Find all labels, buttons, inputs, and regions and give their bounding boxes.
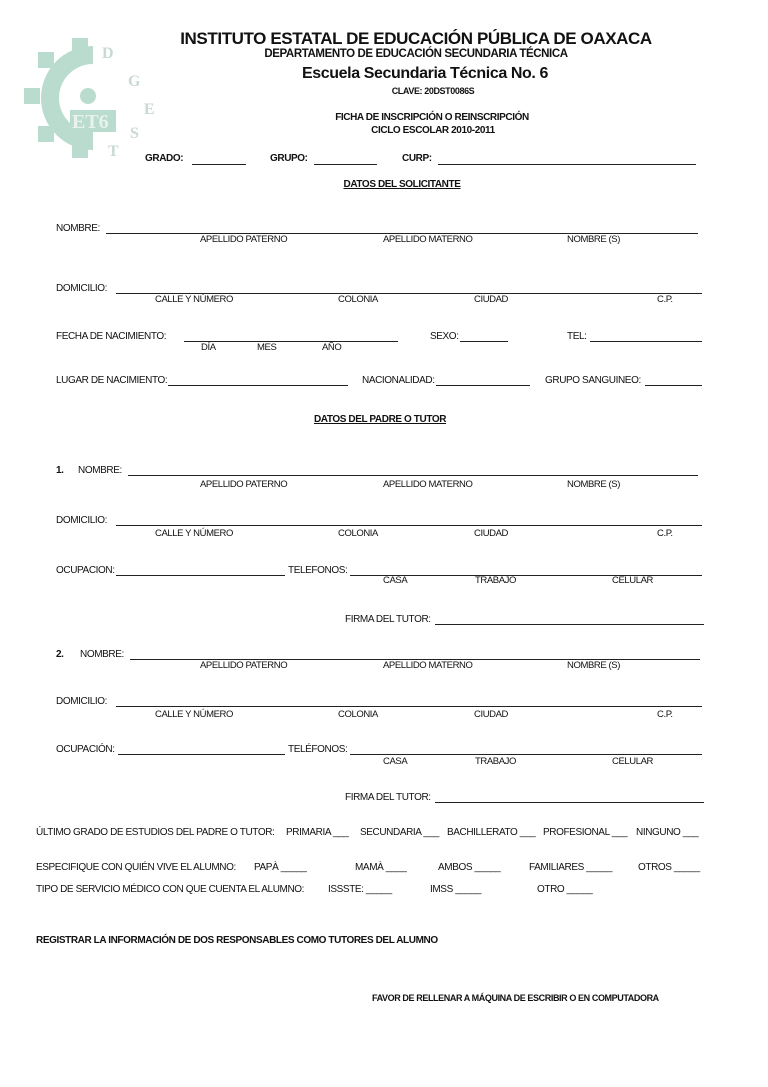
studies-option-secundaria[interactable]: SECUNDARIA ___ — [360, 827, 439, 838]
section-heading-tutor: DATOS DEL PADRE O TUTOR — [313, 414, 447, 425]
svg-text:T: T — [108, 143, 119, 160]
sublabel-trabajo: TRABAJO — [475, 575, 517, 586]
tutor-1-firma-field[interactable] — [435, 624, 704, 625]
sublabel-cp: C.P. — [657, 709, 673, 720]
sublabel-cp: C.P. — [657, 294, 673, 305]
grupo-field[interactable] — [314, 164, 377, 165]
sublabel-apellido-materno: APELLIDO MATERNO — [383, 479, 473, 490]
footer-instruction: FAVOR DE RELLENAR A MÁQUINA DE ESCRIBIR O EN COMPUTADORA — [372, 993, 659, 1003]
tutor-1-firma-label: FIRMA DEL TUTOR: — [345, 614, 431, 625]
tutor-1-ocupacion-field[interactable] — [116, 575, 285, 576]
lives-option-papa[interactable]: PAPÀ _____ — [254, 862, 307, 873]
sublabel-casa: CASA — [383, 575, 408, 586]
tutor-2-domicilio-label: DOMICILIO: — [56, 696, 108, 707]
sublabel-apellido-paterno: APELLIDO PATERNO — [200, 234, 288, 245]
tutor-1-ocupacion-label: OCUPACION: — [56, 565, 115, 576]
sublabel-apellido-paterno: APELLIDO PATERNO — [200, 660, 288, 671]
grado-field[interactable] — [192, 164, 246, 165]
sublabel-celular: CELULAR — [612, 756, 654, 767]
sublabel-calle: CALLE Y NÚMERO — [155, 528, 233, 539]
fecha-label: FECHA DE NACIMIENTO: — [56, 331, 167, 342]
tutor-2-telefonos-label: TELÉFONOS: — [288, 744, 348, 755]
tel-field[interactable] — [590, 341, 702, 342]
sublabel-trabajo: TRABAJO — [475, 756, 517, 767]
tutor-1-nombre-label: NOMBRE: — [78, 465, 122, 476]
sublabel-nombres: NOMBRE (S) — [567, 479, 621, 490]
school-name: Escuela Secundaria Técnica No. 6 — [302, 65, 548, 82]
tutors-note: REGISTRAR LA INFORMACIÓN DE DOS RESPONSABLES COMO TUTORES DEL ALUMNO — [36, 935, 438, 946]
lives-with-label: ESPECIFIQUE CON QUIÉN VIVE EL ALUMNO: — [36, 862, 236, 873]
lugar-label: LUGAR DE NACIMIENTO: — [56, 375, 168, 386]
sublabel-calle: CALLE Y NÚMERO — [155, 294, 233, 305]
tutor-2-firma-label: FIRMA DEL TUTOR: — [345, 792, 431, 803]
medical-option-issste[interactable]: ISSSTE: _____ — [328, 884, 392, 895]
sublabel-ciudad: CIUDAD — [474, 294, 509, 305]
fecha-field[interactable] — [184, 341, 398, 342]
form-title: FICHA DE INSCRIPCIÓN O REINSCRIPCIÓN — [335, 112, 529, 123]
lives-option-mama[interactable]: MAMÀ ____ — [355, 862, 407, 873]
section-heading-applicant: DATOS DEL SOLICITANTE — [343, 179, 461, 190]
svg-text:G: G — [128, 73, 141, 90]
svg-text:D: D — [102, 45, 114, 62]
tutor-2-ocupacion-label: OCUPACIÓN: — [56, 744, 115, 755]
svg-text:ET6: ET6 — [72, 111, 109, 133]
tutor-1-domicilio-field[interactable] — [116, 525, 702, 526]
grupo-sanguineo-label: GRUPO SANGUINEO: — [545, 375, 641, 386]
lives-option-familiares[interactable]: FAMILIARES _____ — [529, 862, 613, 873]
studies-label: ÚLTIMO GRADO DE ESTUDIOS DEL PADRE O TUTOR: — [36, 827, 275, 838]
nacionalidad-label: NACIONALIDAD: — [362, 375, 435, 386]
studies-option-ninguno[interactable]: NINGUNO ___ — [636, 827, 699, 838]
sexo-field[interactable] — [460, 341, 508, 342]
sublabel-nombres: NOMBRE (S) — [567, 660, 621, 671]
domicilio-label: DOMICILIO: — [56, 283, 108, 294]
tutor-1-number: 1. — [56, 465, 64, 476]
tutor-2-firma-field[interactable] — [435, 802, 704, 803]
sublabel-ciudad: CIUDAD — [474, 709, 509, 720]
sublabel-calle: CALLE Y NÚMERO — [155, 709, 233, 720]
sublabel-casa: CASA — [383, 756, 408, 767]
school-clave: CLAVE: 20DST0086S — [391, 86, 475, 96]
tutor-2-ocupacion-field[interactable] — [118, 754, 285, 755]
sublabel-ciudad: CIUDAD — [474, 528, 509, 539]
sublabel-ano: AÑO — [322, 342, 342, 353]
school-cycle: CICLO ESCOLAR 2010-2011 — [371, 125, 495, 136]
institute-title: INSTITUTO ESTATAL DE EDUCACIÓN PÚBLICA DE OAXACA — [180, 29, 652, 48]
grado-label: GRADO: — [145, 153, 184, 164]
nombre-label: NOMBRE: — [56, 223, 100, 234]
svg-text:E: E — [144, 101, 155, 118]
tutor-1-nombre-field[interactable] — [128, 475, 698, 476]
sublabel-dia: DÍA — [201, 342, 216, 353]
grupo-sanguineo-field[interactable] — [645, 385, 702, 386]
sexo-label: SEXO: — [430, 331, 459, 342]
school-gear-logo — [18, 28, 168, 168]
lives-option-ambos[interactable]: AMBOS _____ — [438, 862, 501, 873]
tutor-2-domicilio-field[interactable] — [116, 706, 702, 707]
sublabel-apellido-materno: APELLIDO MATERNO — [383, 234, 473, 245]
tutor-1-domicilio-label: DOMICILIO: — [56, 515, 108, 526]
tutor-2-nombre-label: NOMBRE: — [80, 649, 124, 660]
sublabel-mes: MES — [257, 342, 277, 353]
sublabel-celular: CELULAR — [612, 575, 654, 586]
lugar-field[interactable] — [168, 385, 348, 386]
grupo-label: GRUPO: — [270, 153, 308, 164]
nacionalidad-field[interactable] — [436, 385, 530, 386]
tutor-1-telefonos-label: TELEFONOS: — [288, 565, 348, 576]
sublabel-colonia: COLONIA — [338, 709, 378, 720]
department-title: DEPARTAMENTO DE EDUCACIÓN SECUNDARIA TÉCNICA — [264, 48, 568, 60]
curp-label: CURP: — [402, 153, 432, 164]
tel-label: TEL: — [567, 331, 587, 342]
studies-option-bachillerato[interactable]: BACHILLERATO ___ — [447, 827, 536, 838]
medical-option-otro[interactable]: OTRO _____ — [537, 884, 593, 895]
sublabel-colonia: COLONIA — [338, 528, 378, 539]
studies-option-profesional[interactable]: PROFESIONAL ___ — [543, 827, 628, 838]
sublabel-apellido-materno: APELLIDO MATERNO — [383, 660, 473, 671]
lives-option-otros[interactable]: OTROS _____ — [638, 862, 700, 873]
medical-option-imss[interactable]: IMSS _____ — [430, 884, 482, 895]
svg-text:S: S — [130, 125, 139, 142]
sublabel-nombres: NOMBRE (S) — [567, 234, 621, 245]
medical-label: TIPO DE SERVICIO MÉDICO CON QUE CUENTA EL ALUMNO: — [36, 884, 305, 895]
sublabel-cp: C.P. — [657, 528, 673, 539]
studies-option-primaria[interactable]: PRIMARIA ___ — [286, 827, 349, 838]
curp-field[interactable] — [438, 164, 696, 165]
tutor-2-number: 2. — [56, 649, 64, 660]
sublabel-apellido-paterno: APELLIDO PATERNO — [200, 479, 288, 490]
tutor-2-telefonos-field[interactable] — [350, 754, 702, 755]
sublabel-colonia: COLONIA — [338, 294, 378, 305]
